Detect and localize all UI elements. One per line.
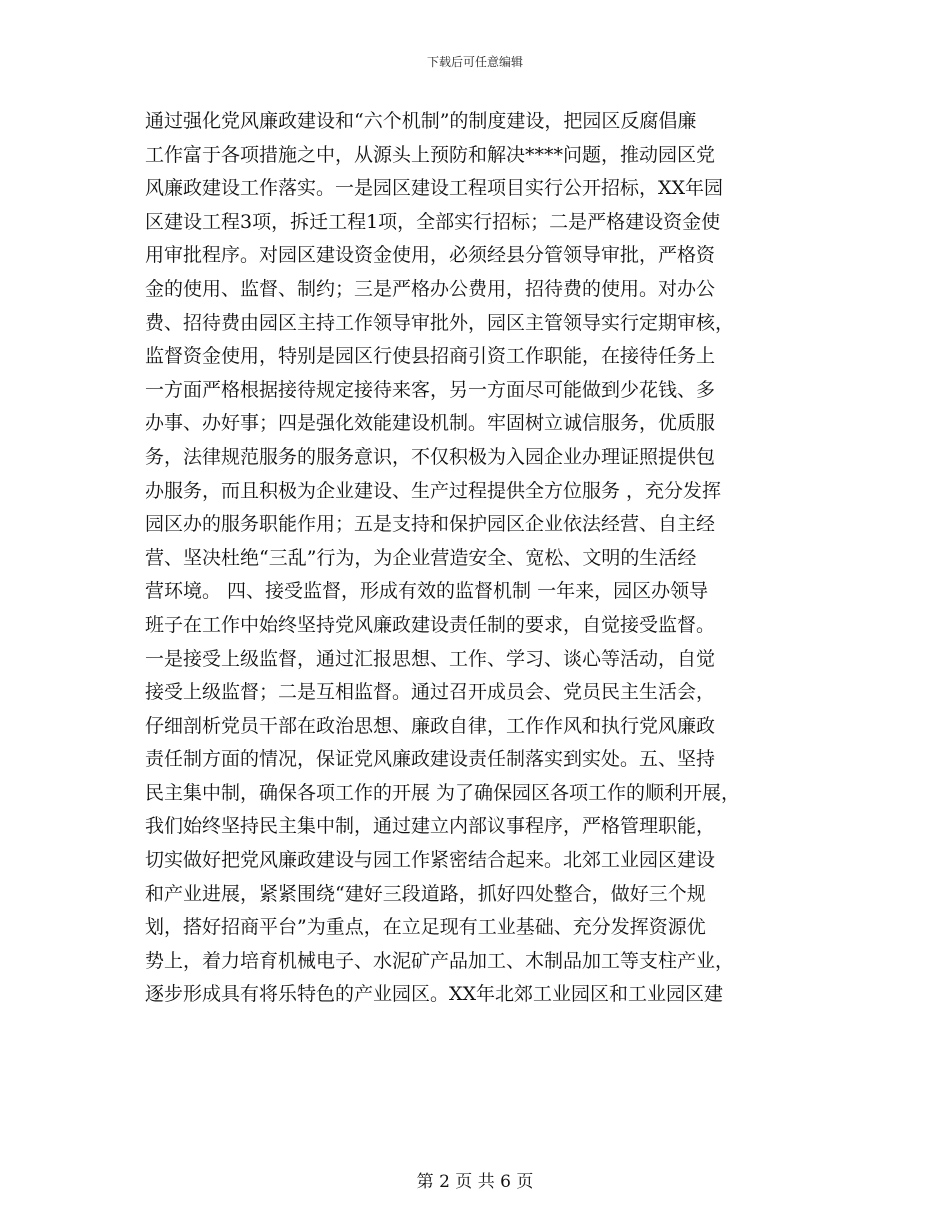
text-line: 接受上级监督；二是互相监督。通过召开成员会、党员民主生活会， [145, 681, 716, 704]
text-line: 仔细剖析党员干部在政治思想、廉政自律，工作作风和执行党风廉政 [145, 714, 716, 737]
text-line: 区建设工程3项，拆迁工程1项，全部实行招标；二是严格建设资金使 [145, 210, 721, 233]
text-line: 费、招待费由园区主持工作领导审批外，园区主管领导实行定期审核， [145, 311, 735, 334]
text-line: 和产业进展，紧紧围绕“建好三段道路，抓好四处整合，做好三个规 [145, 882, 706, 905]
text-line: 风廉政建设工作落实。一是园区建设工程项目实行公开招标，XX年园 [145, 177, 724, 200]
text-line: 营环境。 四、接受监督，形成有效的监督机制 一年来，园区办领导 [145, 580, 709, 603]
text-line: 工作富于各项措施之中，从源头上预防和解决****问题，推动园区党 [145, 143, 716, 166]
text-line: 责任制方面的情况，保证党风廉政建设责任制落实到实处。五、坚持 [145, 748, 716, 771]
page-header-note: 下载后可任意编辑 [426, 55, 523, 69]
text-line: 划，搭好招商平台”为重点，在立足现有工业基础、充分发挥资源优 [145, 916, 706, 939]
text-line: 监督资金使用，特别是园区行使县招商引资工作职能，在接待任务上 [145, 345, 716, 368]
text-line: 班子在工作中始终坚持党风廉政建设责任制的要求，自觉接受监督。 [145, 613, 716, 636]
text-line: 园区办的服务职能作用；五是支持和保护园区企业依法经营、自主经 [145, 513, 716, 536]
text-line: 切实做好把党风廉政建设与园工作紧密结合起来。北郊工业园区建设 [145, 849, 716, 872]
text-line: 民主集中制，确保各项工作的开展 为了确保园区各项工作的顺利开展， [145, 781, 741, 804]
text-line: 我们始终坚持民主集中制，通过建立内部议事程序，严格管理职能， [145, 815, 716, 838]
text-line: 用审批程序。对园区建设资金使用，必须经县分管领导审批，严格资 [145, 244, 716, 267]
text-line: 一方面严格根据接待规定接待来客，另一方面尽可能做到少花钱、多 [145, 378, 716, 401]
text-line: 办事、办好事；四是强化效能建设机制。牢固树立诚信服务，优质服 [145, 412, 716, 435]
text-line: 一是接受上级监督，通过汇报思想、工作、学习、谈心等活动，自觉 [145, 647, 716, 670]
page-number: 第 2 页 共 6 页 [416, 1172, 534, 1192]
text-line: 务，法律规范服务的服务意识，不仅积极为入园企业办理证照提供包 [145, 445, 716, 468]
document-body [145, 105, 825, 1012]
text-line: 通过强化党风廉政建设和“六个机制”的制度建设，把园区反腐倡廉 [145, 110, 697, 132]
text-line: 营、坚决杜绝“三乱”行为，为企业营造安全、宽松、文明的生活经 [145, 546, 697, 569]
text-line: 势上，着力培育机械电子、水泥矿产品加工、木制品加工等支柱产业， [145, 949, 735, 972]
text-line: 办服务，而且积极为企业建设、生产过程提供全方位服务 ，充分发挥 [145, 479, 722, 502]
text-line: 金的使用、监督、制约；三是严格办公费用，招待费的使用。对办公 [145, 277, 716, 300]
text-line: 逐步形成具有将乐特色的产业园区。XX年北郊工业园区和工业园区建 [145, 983, 724, 1006]
